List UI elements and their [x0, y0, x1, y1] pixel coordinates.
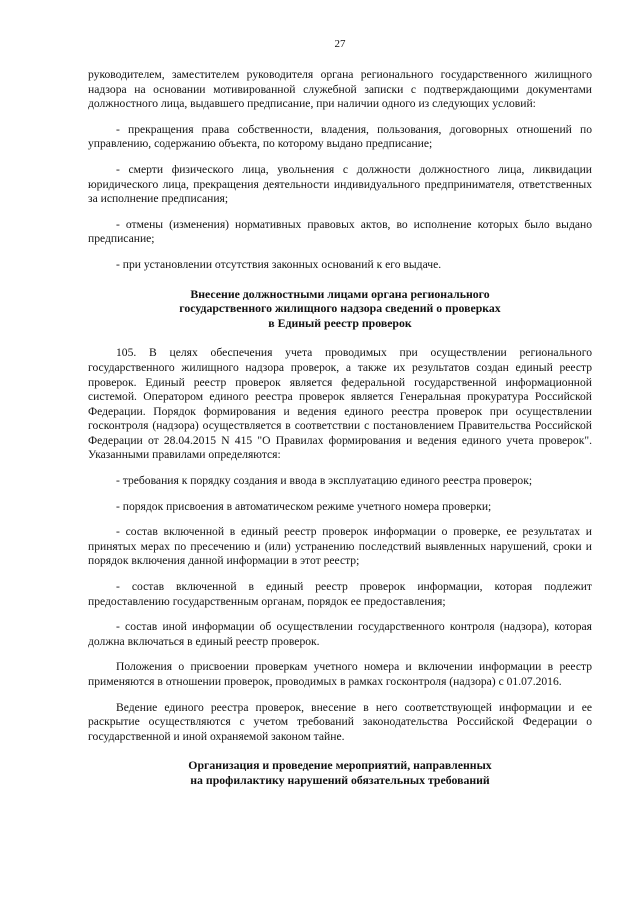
paragraph: - состав включенной в единый реестр проверок информации, которая подлежит предоставлению государственным органам, порядок ее предоставления;	[88, 580, 592, 608]
heading-line: государственного жилищного надзора сведений о проверках	[179, 301, 501, 316]
section-heading-prevention	[88, 758, 592, 787]
heading-line: на профилактику нарушений обязательных требований	[190, 772, 490, 787]
paragraph: - порядок присвоения в автоматическом режиме учетного номера проверки;	[116, 499, 492, 513]
paragraph: - состав включенной в единый реестр проверок информации о проверке, ее результатах и принятых мерах по пресечению и (или) устранению последствий выявленных нарушений, сроки и порядок включения данной информации в этот реестр;	[88, 525, 592, 568]
paragraph: - прекращения права собственности, владения, пользования, договорных отношений по управлению, содержанию объекта, по которому выдано предписание;	[88, 122, 592, 151]
paragraph: Положения о присвоении проверкам учетного номера и включении информации в реестр применяются в отношении проверок, проводимых в рамках госконтроля (надзора) с 01.07.2016.	[88, 660, 592, 688]
paragraph: - при установлении отсутствия законных оснований к его выдаче.	[116, 257, 442, 271]
page-content	[88, 68, 592, 804]
section-heading-registry	[88, 287, 592, 331]
heading-line: в Единый реестр проверок	[268, 315, 412, 330]
page-number: 27	[334, 38, 346, 50]
paragraph: - смерти физического лица, увольнения с должности должностного лица, ликвидации юридического лица, прекращения деятельности индивидуального предпринимателя, ответственных за исполнение предписания;	[88, 162, 592, 206]
paragraph: руководителем, заместителем руководителя органа регионального государственного жилищного надзора на основании мотивированной служебной записки с подтверждающими документами должностного лица, выдавшего предписание, при наличии одного из следующих условий:	[88, 68, 592, 111]
paragraph: Ведение единого реестра проверок, внесение в него соответствующей информации и ее раскрытие осуществляются с учетом требований законодательства Российской Федерации о государственной и иной охраняемой законом тайне.	[88, 700, 592, 743]
heading-line: Внесение должностными лицами органа регионального	[190, 286, 490, 301]
paragraph: 105. В целях обеспечения учета проводимых при осуществлении регионального государственного жилищного надзора проверок, а также их результатов создан единый реестр проверок. Единый реестр проверок является федеральной государственной информационной системой. Оператором единого реестра проверок является Генеральная прокуратура Российской Федерации. Порядок формирования и ведения единого реестра проверок при осуществлении госконтроля (надзора) осуществляется в соответствии с постановлением Правительства Российской Федерации от 28.04.2015 N 415 "О Правилах формирования и ведения единого учета проверок". Указанными правилами определяются:	[88, 346, 592, 462]
paragraph: - состав иной информации об осуществлении государственного контроля (надзора), которая должна включаться в единый реестр проверок.	[88, 620, 592, 648]
paragraph: - требования к порядку создания и ввода в эксплуатацию единого реестра проверок;	[116, 474, 533, 488]
paragraph: - отмены (изменения) нормативных правовых актов, во исполнение которых было выдано предписание;	[88, 217, 592, 246]
heading-line: Организация и проведение мероприятий, направленных	[188, 758, 492, 773]
